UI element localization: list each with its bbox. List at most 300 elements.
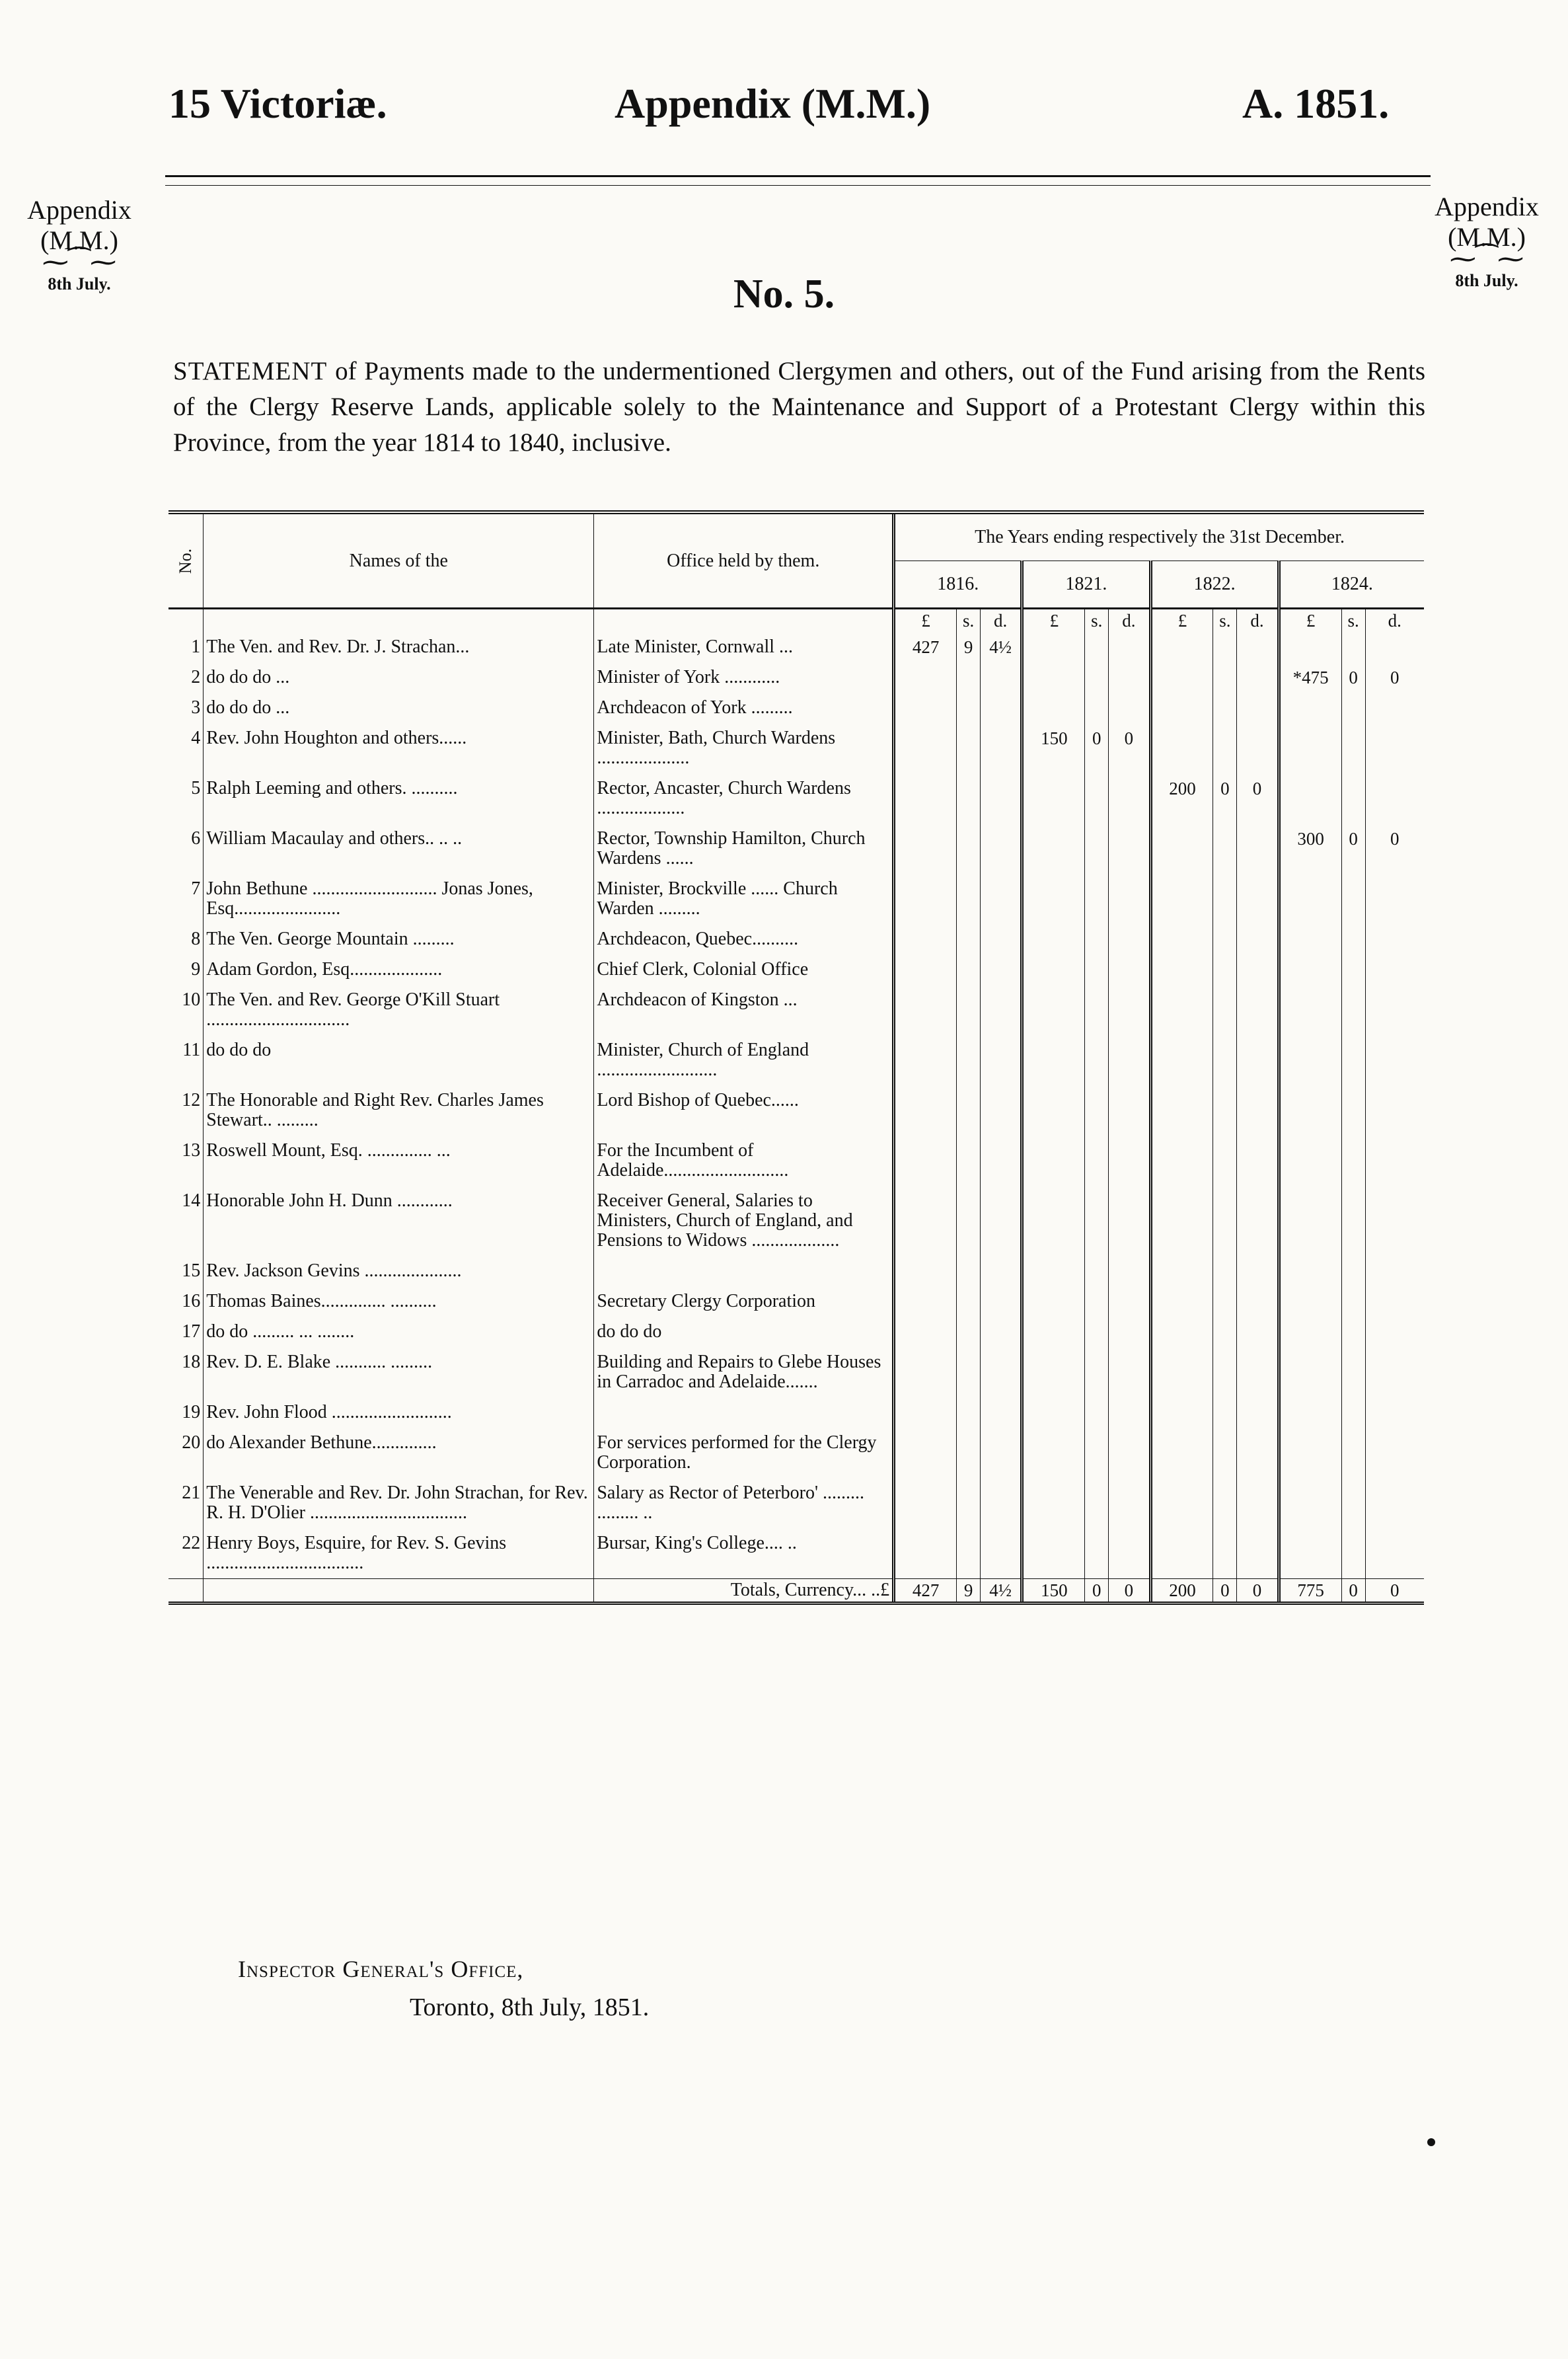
total-1821-pounds: 150: [1022, 1579, 1085, 1604]
row-office: Salary as Rector of Peterboro' ......... ......... ..: [594, 1478, 894, 1528]
row-1821-pence: [1109, 1085, 1150, 1136]
row-office: Late Minister, Cornwall ...: [594, 632, 894, 662]
row-1822-shillings: [1213, 1317, 1237, 1347]
row-number: 14: [182, 1190, 201, 1211]
running-header-left: 15 Victoriæ.: [168, 80, 387, 127]
row-1822-pence: [1237, 1136, 1279, 1186]
row-name: William Macaulay and others.. .. ..: [204, 824, 594, 874]
row-office: Minister, Bath, Church Wardens ....................: [594, 723, 894, 773]
table-row: [168, 1136, 1424, 1186]
row-1821-pounds: [1022, 1286, 1085, 1317]
row-1821-pounds: [1022, 1186, 1085, 1256]
row-1824-pounds: [1279, 1186, 1341, 1256]
row-number: 7: [191, 878, 201, 899]
table-row: [168, 1317, 1424, 1347]
margin-note-left-date: 8th July.: [48, 274, 111, 293]
row-1821-pounds: [1022, 1256, 1085, 1286]
row-1821-pence: [1109, 632, 1150, 662]
row-1816-shillings: [957, 1428, 981, 1478]
row-1824-pounds: [1279, 1256, 1341, 1286]
row-1824-pounds: [1279, 874, 1341, 924]
total-1821-pence: 0: [1109, 1579, 1150, 1604]
row-1816-pounds: [894, 1035, 957, 1085]
row-1821-shillings: 0: [1085, 723, 1109, 773]
row-1821-shillings: [1085, 693, 1109, 723]
row-number: 20: [182, 1432, 201, 1453]
row-1822-pounds: [1150, 1136, 1213, 1186]
row-1816-shillings: [957, 1347, 981, 1397]
row-1816-pence: [981, 1035, 1022, 1085]
row-1821-pounds: [1022, 985, 1085, 1035]
row-1822-pence: 0: [1237, 773, 1279, 824]
row-1824-pence: [1365, 632, 1424, 662]
row-office: For the Incumbent of Adelaide...........................: [594, 1136, 894, 1186]
row-office: Archdeacon of Kingston ...: [594, 985, 894, 1035]
row-1822-pounds: [1150, 954, 1213, 985]
row-1821-pounds: [1022, 954, 1085, 985]
unit-pounds: £: [894, 609, 957, 633]
row-1824-shillings: [1341, 632, 1365, 662]
row-1824-pounds: [1279, 1317, 1341, 1347]
row-1822-pence: [1237, 693, 1279, 723]
row-1821-pence: [1109, 924, 1150, 954]
unit-shillings: s.: [1085, 609, 1109, 633]
row-1821-shillings: [1085, 954, 1109, 985]
row-1824-pence: [1365, 773, 1424, 824]
row-1821-pounds: [1022, 1136, 1085, 1186]
row-1824-pounds: [1279, 924, 1341, 954]
row-1821-pence: [1109, 1035, 1150, 1085]
row-name: The Honorable and Right Rev. Charles James Stewart.. .........: [204, 1085, 594, 1136]
row-number: 13: [182, 1140, 201, 1161]
table-row: [168, 874, 1424, 924]
row-1821-pence: [1109, 1286, 1150, 1317]
row-1821-pounds: [1022, 1397, 1085, 1428]
row-1824-shillings: [1341, 1397, 1365, 1428]
row-1816-shillings: [957, 1317, 981, 1347]
row-1816-shillings: [957, 773, 981, 824]
row-1824-pence: [1365, 1528, 1424, 1579]
row-1816-shillings: [957, 1035, 981, 1085]
row-1822-shillings: [1213, 1428, 1237, 1478]
row-1822-shillings: [1213, 662, 1237, 693]
row-1822-pounds: [1150, 1317, 1213, 1347]
row-1816-pounds: [894, 1428, 957, 1478]
row-1822-shillings: [1213, 954, 1237, 985]
row-1821-shillings: [1085, 1286, 1109, 1317]
row-1824-shillings: [1341, 1186, 1365, 1256]
row-1816-shillings: [957, 1528, 981, 1579]
row-1824-pounds: [1279, 1397, 1341, 1428]
row-1822-pounds: 200: [1150, 773, 1213, 824]
row-1816-shillings: [957, 954, 981, 985]
row-1821-shillings: [1085, 662, 1109, 693]
row-office: Secretary Clergy Corporation: [594, 1286, 894, 1317]
row-name: Rev. John Flood ..........................: [204, 1397, 594, 1428]
row-1821-pence: [1109, 662, 1150, 693]
row-1824-pounds: [1279, 1528, 1341, 1579]
row-1822-pounds: [1150, 1035, 1213, 1085]
row-number: 19: [182, 1402, 201, 1422]
row-1821-shillings: [1085, 824, 1109, 874]
row-1824-pence: [1365, 924, 1424, 954]
row-1816-pounds: [894, 723, 957, 773]
row-1822-pence: [1237, 1347, 1279, 1397]
row-1821-shillings: [1085, 1035, 1109, 1085]
row-1824-shillings: [1341, 1347, 1365, 1397]
table-row: [168, 1428, 1424, 1478]
table-row: [168, 693, 1424, 723]
row-1816-pounds: [894, 824, 957, 874]
row-name: The Ven. and Rev. George O'Kill Stuart ...............................: [204, 985, 594, 1035]
total-1822-pounds: 200: [1150, 1579, 1213, 1604]
row-number: 3: [191, 697, 201, 718]
row-1816-pounds: [894, 874, 957, 924]
column-header-year-1822: 1822.: [1150, 561, 1279, 609]
row-1822-pence: [1237, 874, 1279, 924]
unit-pence: d.: [1109, 609, 1150, 633]
row-1822-pence: [1237, 1186, 1279, 1256]
row-name: The Ven. and Rev. Dr. J. Strachan...: [204, 632, 594, 662]
row-1822-pounds: [1150, 824, 1213, 874]
row-1822-pence: [1237, 1397, 1279, 1428]
row-1816-pence: [981, 824, 1022, 874]
print-mark: [1427, 2138, 1435, 2146]
row-1822-pounds: [1150, 924, 1213, 954]
row-1822-pence: [1237, 985, 1279, 1035]
signature-place-date: Toronto, 8th July, 1851.: [410, 1993, 650, 2021]
row-number: 8: [191, 929, 201, 949]
row-1824-shillings: [1341, 954, 1365, 985]
row-1816-pounds: [894, 1186, 957, 1256]
row-1816-pence: [981, 874, 1022, 924]
row-1821-pounds: [1022, 662, 1085, 693]
row-1816-pounds: [894, 985, 957, 1035]
row-1822-pence: [1237, 1428, 1279, 1478]
row-office: Bursar, King's College.... ..: [594, 1528, 894, 1579]
row-1824-pounds: [1279, 773, 1341, 824]
row-1824-pounds: [1279, 693, 1341, 723]
caption-lead: STATEMENT: [173, 357, 328, 385]
row-number: 15: [182, 1260, 201, 1281]
row-1821-pounds: [1022, 773, 1085, 824]
row-1822-shillings: [1213, 1035, 1237, 1085]
row-1821-pounds: [1022, 1035, 1085, 1085]
column-header-names: Names of the: [204, 512, 594, 609]
total-1816-pounds: 427: [894, 1579, 957, 1604]
row-1824-pounds: *475: [1279, 662, 1341, 693]
table-row: [168, 954, 1424, 985]
row-1824-pounds: [1279, 1478, 1341, 1528]
row-name: Honorable John H. Dunn ............: [204, 1186, 594, 1256]
row-1824-pence: [1365, 1085, 1424, 1136]
table-row: [168, 1347, 1424, 1397]
row-1824-pounds: [1279, 1136, 1341, 1186]
column-header-year-1821: 1821.: [1022, 561, 1150, 609]
row-number: 2: [191, 667, 201, 687]
row-1821-pence: [1109, 824, 1150, 874]
row-1821-pence: [1109, 693, 1150, 723]
row-1821-shillings: [1085, 1186, 1109, 1256]
row-office: Archdeacon of York .........: [594, 693, 894, 723]
row-1822-shillings: [1213, 632, 1237, 662]
row-name: do do do ...: [204, 693, 594, 723]
row-number: 18: [182, 1352, 201, 1372]
row-1821-pounds: [1022, 1317, 1085, 1347]
row-1821-shillings: [1085, 1085, 1109, 1136]
row-office: [594, 1397, 894, 1428]
table-row: [168, 723, 1424, 773]
row-name: Henry Boys, Esquire, for Rev. S. Gevins ..................................: [204, 1528, 594, 1579]
row-1816-pence: [981, 1085, 1022, 1136]
row-1824-pounds: [1279, 1428, 1341, 1478]
row-1822-pounds: [1150, 874, 1213, 924]
row-1821-shillings: [1085, 773, 1109, 824]
row-1822-pence: [1237, 723, 1279, 773]
row-1824-pence: [1365, 985, 1424, 1035]
row-office: Rector, Township Hamilton, Church Wardens ......: [594, 824, 894, 874]
table-row: [168, 1528, 1424, 1579]
row-1822-pounds: [1150, 1085, 1213, 1136]
row-1822-pence: [1237, 1085, 1279, 1136]
row-1821-pounds: [1022, 632, 1085, 662]
row-name: do do ......... ... ........: [204, 1317, 594, 1347]
row-1816-pence: [981, 1478, 1022, 1528]
row-1816-shillings: [957, 824, 981, 874]
row-1822-pence: [1237, 1035, 1279, 1085]
row-1822-shillings: [1213, 924, 1237, 954]
row-1821-pounds: [1022, 693, 1085, 723]
row-1816-pounds: [894, 693, 957, 723]
row-1822-pence: [1237, 1256, 1279, 1286]
row-1824-shillings: [1341, 985, 1365, 1035]
row-office: Minister, Brockville ...... Church Warden .........: [594, 874, 894, 924]
row-1824-pounds: 300: [1279, 824, 1341, 874]
row-number: 1: [191, 637, 201, 657]
total-1824-pounds: 775: [1279, 1579, 1341, 1604]
row-1816-pence: [981, 924, 1022, 954]
row-1824-pence: [1365, 693, 1424, 723]
row-1821-pounds: 150: [1022, 723, 1085, 773]
row-1822-shillings: [1213, 1085, 1237, 1136]
row-1821-pounds: [1022, 874, 1085, 924]
row-1816-pence: [981, 1136, 1022, 1186]
row-1822-pounds: [1150, 1256, 1213, 1286]
totals-row: [168, 1579, 1424, 1604]
table-body: [168, 632, 1424, 1579]
row-1824-pence: [1365, 874, 1424, 924]
row-number: 4: [191, 728, 201, 748]
unit-pence: d.: [1365, 609, 1424, 633]
column-header-no: No.: [168, 512, 204, 609]
running-header-center: Appendix (M.M.): [615, 80, 931, 127]
table-row: [168, 985, 1424, 1035]
row-name: John Bethune ........................... Jonas Jones, Esq.......................: [204, 874, 594, 924]
row-1816-shillings: [957, 1286, 981, 1317]
table-row: [168, 632, 1424, 662]
row-1824-pence: [1365, 954, 1424, 985]
row-1816-shillings: [957, 924, 981, 954]
row-1824-pence: [1365, 1478, 1424, 1528]
unit-pence: d.: [1237, 609, 1279, 633]
total-1821-shillings: 0: [1085, 1579, 1109, 1604]
row-name: do do do ...: [204, 662, 594, 693]
row-1816-pence: [981, 662, 1022, 693]
row-number: 21: [182, 1483, 201, 1503]
column-header-year-1824: 1824.: [1279, 561, 1424, 609]
row-1824-pounds: [1279, 1347, 1341, 1397]
total-1816-shillings: 9: [957, 1579, 981, 1604]
row-name: Rev. D. E. Blake ........... .........: [204, 1347, 594, 1397]
row-1824-pence: [1365, 1317, 1424, 1347]
row-1822-pounds: [1150, 1347, 1213, 1397]
row-1816-pence: [981, 1347, 1022, 1397]
row-1816-pounds: [894, 1256, 957, 1286]
row-1821-shillings: [1085, 985, 1109, 1035]
row-1822-pence: [1237, 632, 1279, 662]
row-1816-shillings: 9: [957, 632, 981, 662]
row-number: 5: [191, 778, 201, 798]
row-1821-pence: [1109, 1397, 1150, 1428]
table-row: [168, 1186, 1424, 1256]
row-1824-pounds: [1279, 1286, 1341, 1317]
row-1822-shillings: [1213, 1136, 1237, 1186]
row-1822-shillings: [1213, 985, 1237, 1035]
row-1816-pence: [981, 1186, 1022, 1256]
row-1821-pence: [1109, 1528, 1150, 1579]
row-1816-pence: [981, 985, 1022, 1035]
row-1821-shillings: [1085, 1397, 1109, 1428]
row-1822-shillings: 0: [1213, 773, 1237, 824]
row-1822-pence: [1237, 1286, 1279, 1317]
row-1821-shillings: [1085, 1528, 1109, 1579]
row-name: do do do: [204, 1035, 594, 1085]
row-1824-shillings: [1341, 1286, 1365, 1317]
table-row: [168, 773, 1424, 824]
row-1822-pounds: [1150, 1428, 1213, 1478]
row-1824-shillings: [1341, 1035, 1365, 1085]
row-name: Roswell Mount, Esq. .............. ...: [204, 1136, 594, 1186]
row-number: 12: [182, 1090, 201, 1110]
row-1821-pence: [1109, 954, 1150, 985]
table-units-row: [168, 609, 1424, 633]
row-1821-shillings: [1085, 924, 1109, 954]
row-1821-pounds: [1022, 1428, 1085, 1478]
unit-shillings: s.: [1341, 609, 1365, 633]
row-1822-shillings: [1213, 723, 1237, 773]
table-row: [168, 824, 1424, 874]
row-1821-pounds: [1022, 1085, 1085, 1136]
row-number: 6: [191, 828, 201, 849]
row-1824-pence: [1365, 723, 1424, 773]
row-1824-pounds: [1279, 1035, 1341, 1085]
row-number: 10: [182, 989, 201, 1010]
row-name: Adam Gordon, Esq....................: [204, 954, 594, 985]
row-1822-shillings: [1213, 693, 1237, 723]
document-number: No. 5.: [733, 272, 835, 317]
row-1824-shillings: [1341, 1136, 1365, 1186]
row-1822-pounds: [1150, 662, 1213, 693]
column-header-years-group: The Years ending respectively the 31st December.: [894, 512, 1424, 561]
unit-pounds: £: [1150, 609, 1213, 633]
row-1822-shillings: [1213, 1528, 1237, 1579]
row-1816-shillings: [957, 1478, 981, 1528]
row-1824-pence: [1365, 1397, 1424, 1428]
row-1824-shillings: 0: [1341, 662, 1365, 693]
row-1822-pounds: [1150, 985, 1213, 1035]
row-1816-pence: [981, 1428, 1022, 1478]
margin-swirl-right: ⁓⁀⁓: [1449, 244, 1524, 274]
row-1816-shillings: [957, 1256, 981, 1286]
row-1816-pence: [981, 1317, 1022, 1347]
row-name: Rev. John Houghton and others......: [204, 723, 594, 773]
table-row: [168, 1286, 1424, 1317]
table-header-row: [168, 512, 1424, 561]
row-1816-pounds: 427: [894, 632, 957, 662]
row-1824-pence: [1365, 1347, 1424, 1397]
row-office: Chief Clerk, Colonial Office: [594, 954, 894, 985]
row-1816-pounds: [894, 1397, 957, 1428]
row-1822-pounds: [1150, 1478, 1213, 1528]
row-1822-pounds: [1150, 693, 1213, 723]
row-1821-shillings: [1085, 1478, 1109, 1528]
row-1821-shillings: [1085, 1428, 1109, 1478]
row-1822-pence: [1237, 1317, 1279, 1347]
row-1824-shillings: [1341, 1478, 1365, 1528]
row-1821-pence: [1109, 1136, 1150, 1186]
row-1821-pence: 0: [1109, 723, 1150, 773]
row-1822-pence: [1237, 824, 1279, 874]
column-header-office: Office held by them.: [594, 512, 894, 609]
row-1816-shillings: [957, 1136, 981, 1186]
row-1816-pounds: [894, 1478, 957, 1528]
row-1822-shillings: [1213, 1256, 1237, 1286]
row-1816-pounds: [894, 1136, 957, 1186]
unit-shillings: s.: [1213, 609, 1237, 633]
row-1816-pounds: [894, 1286, 957, 1317]
row-1821-shillings: [1085, 1256, 1109, 1286]
row-1821-pence: [1109, 1428, 1150, 1478]
row-1821-pence: [1109, 1317, 1150, 1347]
row-1816-shillings: [957, 985, 981, 1035]
table-row: [168, 1256, 1424, 1286]
row-office: do do do: [594, 1317, 894, 1347]
row-1816-pounds: [894, 954, 957, 985]
row-1824-pence: [1365, 1136, 1424, 1186]
row-1822-shillings: [1213, 874, 1237, 924]
row-1822-pence: [1237, 1478, 1279, 1528]
row-name: The Ven. George Mountain .........: [204, 924, 594, 954]
row-1822-shillings: [1213, 824, 1237, 874]
row-1824-pence: [1365, 1035, 1424, 1085]
margin-note-right-line2: (M.M.): [1448, 222, 1526, 252]
row-1821-pounds: [1022, 824, 1085, 874]
row-1821-pence: [1109, 773, 1150, 824]
row-number: 22: [182, 1533, 201, 1553]
row-1816-shillings: [957, 874, 981, 924]
row-1816-shillings: [957, 1085, 981, 1136]
row-1822-pence: [1237, 924, 1279, 954]
row-1816-shillings: [957, 693, 981, 723]
row-1824-pounds: [1279, 1085, 1341, 1136]
row-1821-pence: [1109, 874, 1150, 924]
row-office: Minister of York ............: [594, 662, 894, 693]
row-1824-shillings: 0: [1341, 824, 1365, 874]
row-1816-pence: [981, 1256, 1022, 1286]
row-1816-pounds: [894, 1317, 957, 1347]
row-name: do Alexander Bethune..............: [204, 1428, 594, 1478]
row-1824-shillings: [1341, 693, 1365, 723]
